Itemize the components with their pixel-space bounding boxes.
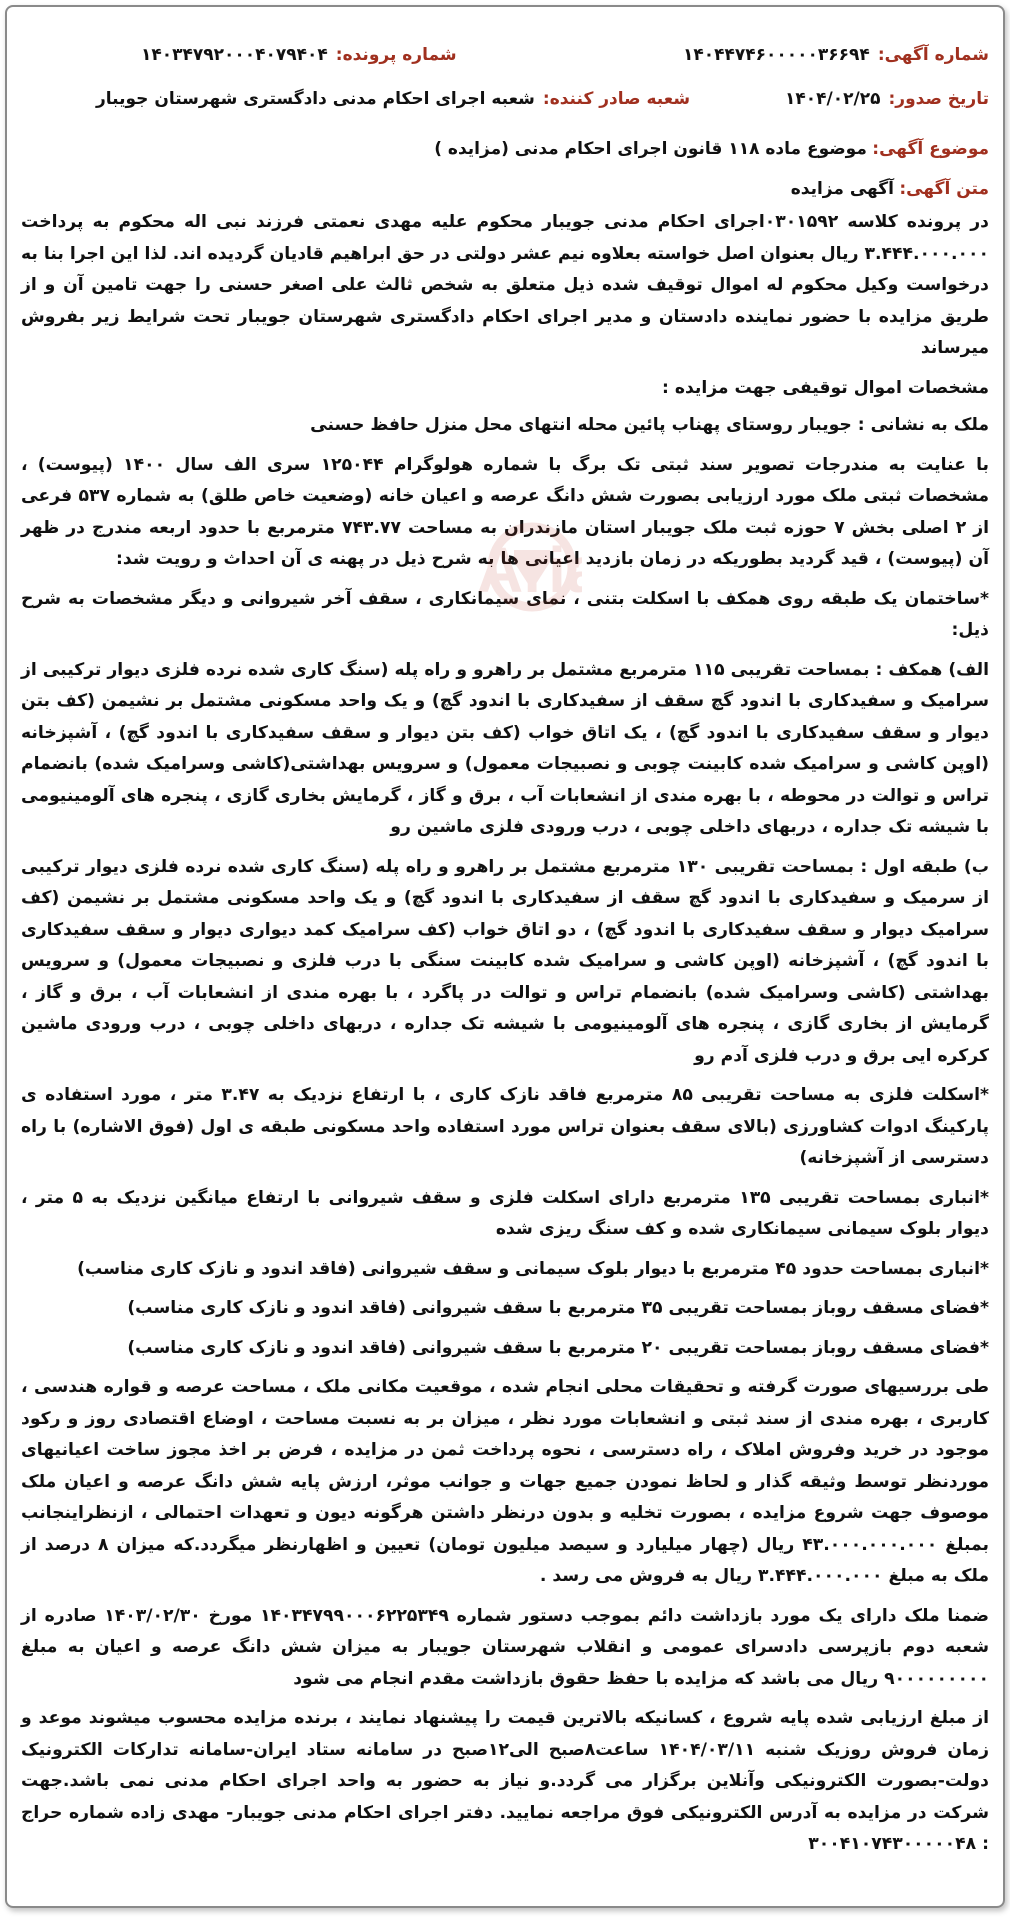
subject-value: موضوع ماده ۱۱۸ قانون اجرای احکام مدنی (مزایده ) (434, 139, 867, 159)
open-space-paragraph-2: *فضای مسقف روباز بمساحت تقریبی ۲۰ مترمربع با سقف شیروانی (فاقد اندود و نازک کاری مناسب) (127, 1337, 989, 1358)
text-label: متن آگهی: (899, 179, 989, 199)
text-title: آگهی مزایده (790, 179, 894, 199)
text-title-line (21, 177, 989, 201)
valuation-paragraph: طی بررسیهای صورت گرفته و تحقیقات محلی انجام شده ، موقعیت مکانی ملک ، مساحت عرصه و قواره هندسی ، کاربری ، بهره مندی از سند ثبتی و انشعابات مورد نظر ، میزان بر به نسبت مساحت ، اوضاع اقتصادی روز و رکود موجود در خرید وفروش املاک ، راه دسترسی ، نحوه پرداخت ثمن در مزایده ، فرض بر اخذ مجوز ساخت اعیانیهای موردنظر توسط وثیقه گذار و لحاظ نمودن جمیع جهات و جوانب موثر، ارزش پایه شش دانگ عرصه و اعیان ملک موصوف جهت شروع مزایده ، بصورت تخلیه و بدون درنظر داشتن هرگونه دیون و تعهدات احتمالی ، ازنظراینجانب بمبلغ ۴۳.۰۰۰.۰۰۰.۰۰۰ ریال (چهار میلیارد و سیصد میلیون تومان) تعیین و اظهارنظر میگردد.که میزان ۸ درصد از ملک به مبلغ ۳.۴۴۴.۰۰۰.۰۰۰ ریال به فروش می رسد . (21, 1377, 989, 1586)
subject-line (21, 137, 989, 161)
steel-structure-paragraph: *اسکلت فلزی به مساحت تقریبی ۸۵ مترمربع فاقد نازک کاری ، با ارتفاع نزدیک به ۳.۴۷ متر ، مورد استفاده ی پارکینگ ادوات کشاورزی (بالای سقف بعنوان تراس مورد استفاده واحد مسکونی طبقه ی اول (فوق الاشاره) با راه دسترسی از آشپزخانه) (21, 1085, 989, 1168)
notice-document (5, 5, 1005, 1908)
warehouse-paragraph-1: *انباری بمساحت تقریبی ۱۳۵ مترمربع دارای اسکلت فلزی و سقف شیروانی با ارتفاع میانگین نزدیک به ۵ متر ، دیوار بلوک سیمانی سیمانکاری شده و کف سنگ ریزی شده (21, 1187, 989, 1239)
watermark-text: Ari (477, 534, 566, 606)
issue-date (785, 87, 989, 111)
property-address: ملک به نشانی : جویبار روستای پهناب پائین محله انتهای محل منزل حافظ حسنی (310, 415, 989, 435)
issue-date-value: ۱۴۰۴/۰۲/۲۵ (785, 89, 881, 109)
warehouse-paragraph-2: *انباری بمساحت حدود ۴۵ مترمربع با دیوار بلوک سیمانی و سقف شیروانی (فاقد اندود و نازک کاری مناسب) (77, 1258, 989, 1279)
ad-number-label: شماره آگهی: (877, 45, 989, 65)
first-floor-paragraph: ب) طبقه اول : بمساحت تقریبی ۱۳۰ مترمربع مشتمل بر راهرو و راه پله (سنگ کاری شده نرده فلزی دیوار ترکیبی از سرمیک و سفیدکاری با اندود گچ سقف از سفیدکاری با اندود گچ) و یک واحد مسکونی مشتمل بر نشیمن (کف سرامیک دیوار و سقف سفیدکاری با اندود گچ) ، دو اتاق خواب (کف سرامیک کمد دیواری دیوار و سقف سفیدکاری با اندود گچ) ، آشپزخانه (اوپن کاشی و سرامیک شده کابینت سنگی با درب فلزی و نصبیجات معمول) و سرویس بهداشتی (کاشی وسرامیک شده) بانضمام تراس و توالت در پاگرد ، با بهره مندی از انشعابات آب ، برق و گاز ، گرمایش از بخاری گازی ، پنجره های آلومینیومی با شیشه تک جداره ، دربهای داخلی چوبی ، درب ورودی ماشین کرکره ایی برق و درب فلزی آدم رو (21, 856, 990, 1066)
issuer-value: شعبه اجرای احکام مدنی دادگستری شهرستان جویبار (96, 89, 535, 109)
issuer-label: شعبه صادر کننده: (542, 89, 691, 109)
meta-row-issue (21, 87, 989, 111)
ad-number (683, 43, 989, 67)
seizure-paragraph: ضمنا ملک دارای یک مورد بازداشت دائم بموجب دستور شماره ۱۴۰۳۴۷۹۹۰۰۰۶۲۲۵۳۴۹ مورخ ۱۴۰۳/۰۲/۳۰ صادره از شعبه دوم بازپرسی دادسرای عمومی و انقلاب شهرستان جویبار به میزان شش دانگ عرصه و اعیان به مبلغ ۹۰۰۰۰۰۰۰۰۰ ریال می باشد که مزایده با حفظ حقوق بازداشت مقدم انجام می شود (21, 1605, 989, 1689)
intro-paragraph: در پرونده کلاسه ۰۳۰۱۵۹۲اجرای احکام مدنی جویبار محکوم علیه مهدی نعمتی فرزند نبی اله محکوم به پرداخت ۳.۴۴۴.۰۰۰.۰۰۰ ریال بعنوان اصل خواسته بعلاوه نیم عشر دولتی در حق ابراهیم قادیان گردیده اند. لذا این اجرا بنا به درخواست وکیل محکوم له اموال توقیف شده ذیل متعلق به شخص ثالث علی اصغر حسنی را جهت تامین آن و از طریق مزایده با حضور نماینده دادستان و مدیر اجرای احکام دادگستری شهرستان جویبار تحت شرایط زیر بفروش میرساند (21, 212, 989, 358)
ad-number-value: ۱۴۰۴۴۷۴۶۰۰۰۰۰۳۶۶۹۴ (683, 45, 870, 65)
open-space-paragraph-1: *فضای مسقف روباز بمساحت تقریبی ۳۵ مترمربع با سقف شیروانی (فاقد اندود و نازک کاری مناسب) (127, 1298, 989, 1318)
specs-title: مشخصات اموال توقیفی جهت مزایده : (661, 377, 989, 398)
property-description: با عنایت به مندرجات تصویر سند ثبتی تک برگ با شماره هولوگرام ۱۲۵۰۴۴ سری الف سال ۱۴۰۰ (پیوست) ، مشخصات ثبتی ملک مورد ارزیابی بصورت شش دانگ عرصه و اعیان خانه (وضعیت خاص طلق) به شماره ۵۳۷ فرعی از ۲ اصلی بخش ۷ حوزه ثبت ملک جویبار استان مازندران به مساحت ۷۴۳.۷۷ مترمربع با حدود اربعه مندرج در ظهر آن (پیوست) ، قید گردید بطوریکه در زمان بازدید اعیانی ها به شرح ذیل در پهنه ی آن احداث و رویت شد: (21, 454, 989, 569)
issuer (96, 87, 690, 111)
subject-label: موضوع آگهی: (872, 139, 989, 159)
issue-date-label: تاریخ صدور: (888, 89, 989, 109)
ground-floor-paragraph: الف) همکف : بمساحت تقریبی ۱۱۵ مترمربع مشتمل بر راهرو و راه پله (سنگ کاری شده نرده فلزی دیوار ترکیبی از سرامیک و سفیدکاری با اندود گچ سقف از سفیدکاری با اندود گچ) و یک واحد مسکونی مشتمل بر نشیمن (کف بتن دیوار و سقف سفیدکاری با اندود گچ) ، یک اتاق خواب (کف بتن دیوار و سقف سفیدکاری با اندود گچ) ، آشپزخانه (اوپن کاشی و سرامیک شده کابینت چوبی و نصبیجات معمول) و سرویس بهداشتی(کاشی وسرامیک شده) بانضمام تراس و توالت در محوطه ، با بهره مندی از انشعابات آب ، برق و گاز ، گرمایش بخاری گازی ، پنجره های آلومینیومی با شیشه تک جداره ، دربهای داخلی چوبی ، درب ورودی فلزی ماشین رو (21, 659, 989, 837)
building-intro: *ساختمان یک طبقه روی همکف با اسکلت بتنی ، نمای سیمانکاری ، سقف آخر شیروانی و دیگر مشخصات به شرح ذیل: (21, 588, 989, 640)
case-number-value: ۱۴۰۳۴۷۹۲۰۰۰۴۰۷۹۴۰۴ (141, 45, 328, 65)
case-number-label: شماره پرونده: (335, 45, 457, 65)
auction-paragraph: از مبلغ ارزیابی شده پایه شروع ، کسانیکه بالاترین قیمت را پیشنهاد نمایند ، برنده مزایده محسوب میشوند موعد و زمان فروش روزیک شنبه ۱۴۰۴/۰۳/۱۱ ساعت۸صبح الی۱۲صبح در سامانه ستاد ایران-سامانه تدارکات الکترونیک دولت-بصورت الکترونیکی وآنلاین برگزار می گردد.و نیاز به حضور به واحد اجرای احکام مدنی نمی باشد.جهت شرکت در مزایده به آدرس الکترونیکی فوق مراجعه نمایید. دفتر اجرای احکام مدنی جویبار- مهدی زاده شماره حراج : ۳۰۰۴۱۰۷۴۳۰۰۰۰۰۴۸ (21, 1708, 990, 1854)
case-number (141, 43, 457, 67)
meta-row-numbers (21, 43, 989, 67)
